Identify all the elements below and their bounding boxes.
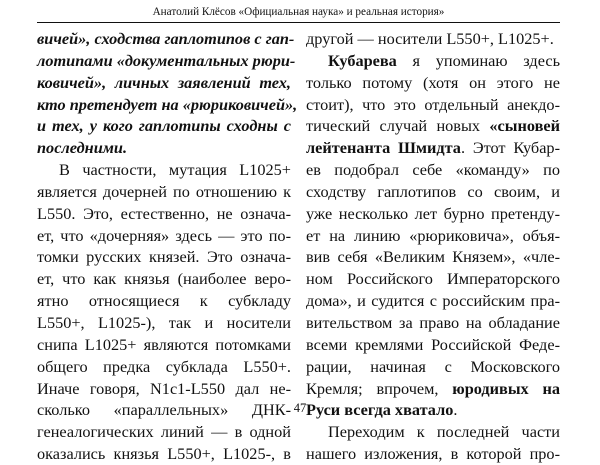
text-segment: . Этот Кубар- bbox=[460, 138, 560, 158]
bold-phrase: Руси всегда хватало bbox=[306, 400, 454, 420]
bold-phrase: лейтенанта Шмидта bbox=[306, 138, 461, 158]
running-header: Анатолий Клёсов «Официальная наука» и реальная история» bbox=[152, 6, 445, 18]
text-line: Иначе говоря, N1c1-L550 дал не- bbox=[37, 378, 291, 398]
text-line: и тех, у кого гаплотипы сходны с bbox=[37, 116, 291, 136]
text-line: вив себя «Великим Князем», «чле- bbox=[306, 247, 560, 267]
text-line: сходству гаплотипов со своим, и bbox=[306, 181, 560, 201]
text-line: последними. bbox=[37, 138, 128, 158]
text-line: генеалогических линий — в одной bbox=[37, 422, 291, 442]
text-line: сколько «параллельных» ДНК- bbox=[37, 400, 291, 420]
text-segment: Кремля; впрочем, bbox=[306, 378, 453, 398]
text-line: ет на линию «рюриковича», объя- bbox=[306, 225, 560, 245]
text-line: лотипами «документальных рюри- bbox=[37, 50, 296, 70]
text-line: рации, начиная с Московского bbox=[306, 356, 560, 376]
text-line bbox=[306, 50, 560, 72]
text-segment: я упоминаю здесь bbox=[396, 50, 560, 70]
text-line bbox=[306, 378, 560, 400]
text-line: томки русских князей. Это означа- bbox=[37, 247, 291, 267]
text-line bbox=[306, 137, 560, 159]
left-column bbox=[37, 28, 298, 465]
text-line: ном Российского Императорского bbox=[306, 269, 560, 289]
text-line: кто претендует на «рюриковичей», bbox=[37, 94, 298, 114]
text-line: оказались князья L550+, L1025-, в bbox=[37, 444, 291, 464]
page-number: 47 bbox=[293, 401, 307, 415]
text-line: ев подобрал себе «команду» по bbox=[306, 160, 560, 180]
text-line: ет, что «дочерняя» здесь — это по- bbox=[37, 225, 291, 245]
text-line: уже несколько лет бурно претенду- bbox=[306, 203, 560, 223]
text-line: вительством за право на обладание bbox=[306, 312, 560, 332]
text-segment: тический случай новых bbox=[306, 116, 490, 136]
text-line: ятно относящиеся к субкладу bbox=[37, 291, 291, 311]
text-line: ковичей», личных заявлений тех, bbox=[37, 72, 291, 92]
text-line: вичей», сходства гаплотипов с гап- bbox=[37, 29, 295, 48]
text-segment: . bbox=[453, 400, 458, 420]
text-line: В частности, мутация L1025+ bbox=[59, 160, 291, 180]
text-line: снипа L1025+ являются потомками bbox=[37, 334, 291, 354]
text-line: общего предка субклада L550+. bbox=[37, 356, 291, 376]
text-line: другой — носители L550+, L1025+. bbox=[306, 29, 554, 48]
right-column bbox=[306, 28, 560, 465]
text-line bbox=[306, 115, 560, 137]
text-line: нашего изложения, в которой про- bbox=[306, 444, 560, 464]
text-line: только потому (хотя он этого не bbox=[306, 72, 560, 92]
text-line: стоит), что это отдельный анекдо- bbox=[306, 94, 560, 114]
bold-phrase: юродивых на bbox=[452, 378, 560, 398]
text-line: Переходим к последней части bbox=[328, 422, 560, 442]
header-rule bbox=[37, 22, 560, 23]
text-line: L550+, L1025-), так и носители bbox=[37, 312, 291, 332]
text-line: является дочерней по отношению к bbox=[37, 181, 291, 201]
text-line: всеми кремлями Российской Феде- bbox=[306, 334, 560, 354]
name-kubarev: Кубарева bbox=[328, 50, 397, 70]
text-line: ет, что как князья (наиболее веро- bbox=[37, 269, 291, 289]
text-line: L550. Это, естественно, не означа- bbox=[37, 203, 291, 223]
text-line: дома», и судится с российским пра- bbox=[306, 291, 560, 311]
bold-phrase: «сыновей bbox=[489, 116, 560, 136]
